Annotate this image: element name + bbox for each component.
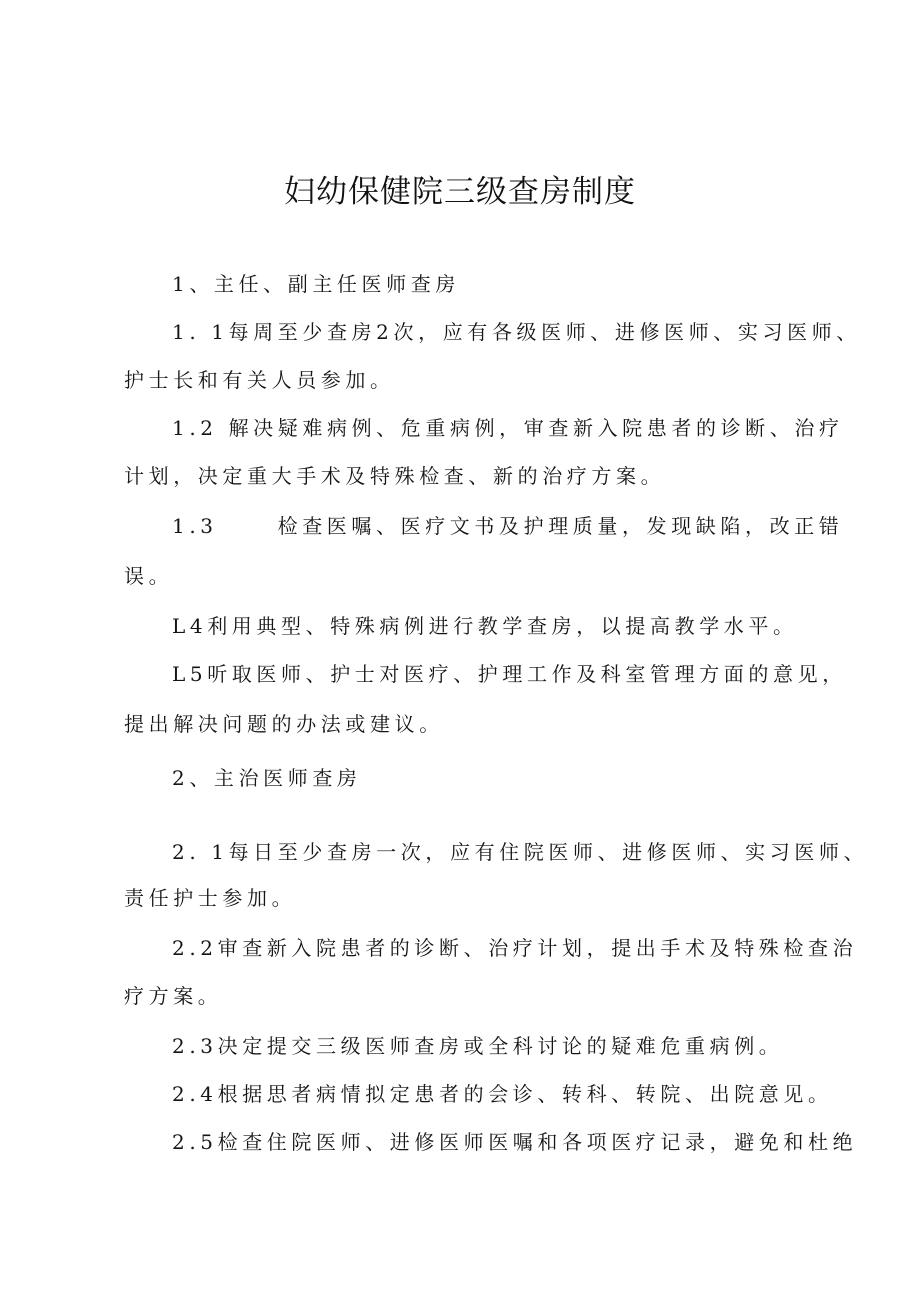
paragraph-line: 2.4根据思者病情拟定患者的会诊、转科、转院、出院意见。 [172,1082,833,1106]
paragraph-line: 2. 1每日至少查房一次，应有住院医师、进修医师、实习医师、 [172,840,869,864]
paragraph-line: 责任护士参加。 [124,886,297,910]
item-text: 检查医嘱、医疗文书及护理质量，发现缺陷，改正错 [277,514,844,538]
paragraph-line: 2.3决定提交三级医师查房或全科讨论的疑难危重病例。 [172,1034,784,1058]
paragraph-line: L5听取医师、护士对医疗、护理工作及科室管理方面的意见， [172,662,847,686]
paragraph-line [172,512,872,540]
section-heading-1: 1、主任、副主任医师查房 [172,272,460,296]
paragraph-line: 疗方案。 [124,984,223,1008]
paragraph-line: 提出解决问题的办法或建议。 [124,712,444,736]
section-heading-2: 2、主治医师查房 [172,766,362,790]
paragraph-line: 1. 1每周至少查房2次，应有各级医师、进修医师、实习医师、 [172,320,861,344]
paragraph-line: L4利用典型、特殊病例进行教学查房，以提高教学水平。 [172,614,798,638]
item-number: 1.3 [172,514,218,538]
paragraph-line: 1.2 解决疑难病例、危重病例，审查新入院患者的诊断、治疗 [172,416,844,440]
paragraph-line: 护士长和有关人员参加。 [124,368,395,392]
paragraph-line: 误。 [124,564,174,588]
paragraph-line: 2.2审查新入院患者的诊断、治疗计划，提出手术及特殊检查治 [172,936,858,960]
document-title: 妇幼保健院三级查房制度 [284,174,636,210]
paragraph-line: 2.5检查住院医师、进修医师医嘱和各项医疗记录，避免和杜绝 [172,1130,858,1154]
paragraph-line: 计划，决定重大手术及特殊检查、新的治疗方案。 [124,464,666,488]
